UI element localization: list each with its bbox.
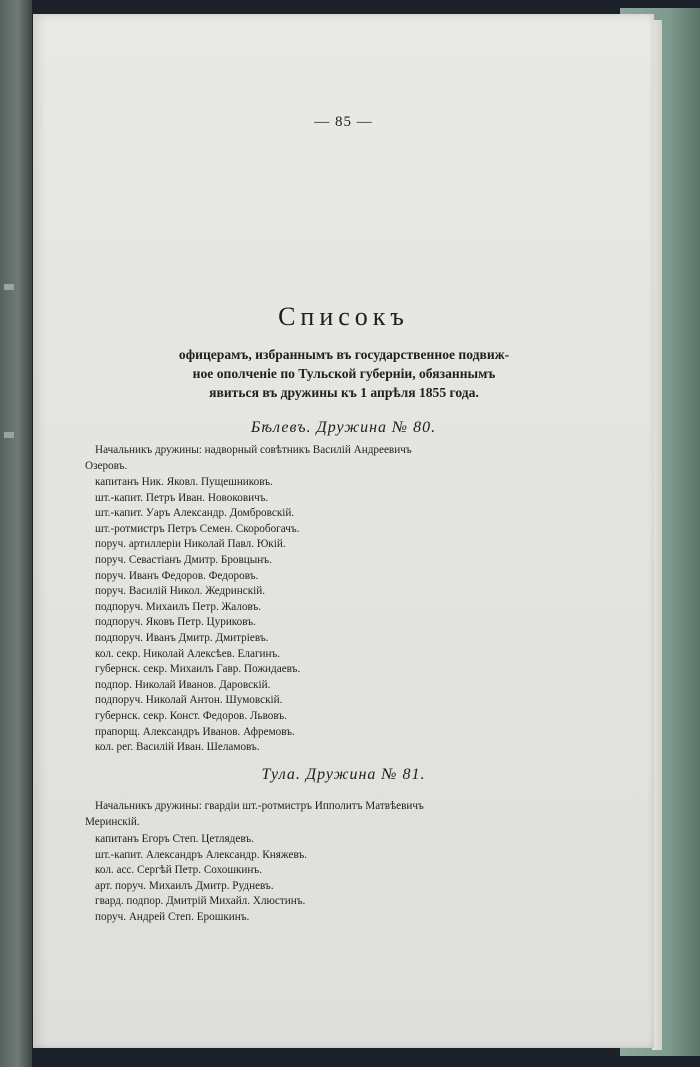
officer-entry: прапорщ. Александръ Иванов. Афремовъ.: [95, 725, 295, 738]
officer-entry: кол. секр. Николай Алексѣев. Елагинъ.: [95, 647, 281, 660]
adjacent-left-page: [0, 0, 32, 1067]
commander-line-druzhina-80: [85, 442, 565, 474]
officer-entry: губернск. секр. Конст. Федоров. Львовъ.: [95, 709, 287, 722]
officer-entry: кол. рег. Василій Иван. Шеламовъ.: [95, 741, 260, 754]
left-page-print-fragment: [4, 284, 14, 290]
page-number: — 85 —: [314, 114, 373, 130]
officer-entry: подпоруч. Михаилъ Петр. Жаловъ.: [95, 600, 262, 613]
officer-entry: поруч. артиллеріи Николай Павл. Юкій.: [95, 538, 286, 551]
officer-entry: подпор. Николай Иванов. Даровскій.: [95, 678, 271, 691]
officer-entry: поруч. Иванъ Федоров. Федоровъ.: [95, 569, 259, 582]
officer-entry: капитанъ Ник. Яковл. Пущешниковъ.: [95, 476, 273, 488]
subtitle-line: офицерамъ, избраннымъ въ государственное подвиж-: [178, 347, 510, 362]
commander-text: Начальникъ дружины: гвардіи шт.-ротмистръ Ипполитъ Матвѣевичъ: [95, 800, 424, 812]
subtitle-line: явиться въ дружины къ 1 апрѣля 1855 года.: [209, 385, 479, 400]
book-page: [33, 14, 654, 1048]
officer-list-druzhina-80: [95, 475, 565, 756]
officer-entry: подпоруч. Иванъ Дмитр. Дмитріевъ.: [95, 631, 269, 644]
officer-entry: капитанъ Егоръ Степ. Цетлядевъ.: [95, 833, 254, 845]
officer-entry: поруч. Василій Никол. Жедринскій.: [95, 585, 266, 598]
section-heading-druzhina-81: Тула. Дружина № 81.: [261, 766, 426, 783]
officer-entry: губернск. секр. Михаилъ Гавр. Пожидаевъ.: [95, 663, 301, 676]
commander-text-continued: Озеровъ.: [85, 460, 128, 472]
section-heading-druzhina-80: Бѣлевъ. Дружина № 80.: [250, 419, 437, 436]
officer-entry: арт. поруч. Михаилъ Дмитр. Рудневъ.: [95, 879, 274, 892]
officer-entry: шт.-капит. Петръ Иван. Новоковичъ.: [95, 491, 269, 504]
subtitle-line: ное ополченіе по Тульской губерніи, обязаннымъ: [192, 366, 496, 381]
officer-entry: подпоруч. Яковъ Петр. Цуриковъ.: [95, 616, 256, 629]
officer-entry: поруч. Андрей Степ. Ерошкинъ.: [95, 910, 250, 923]
officer-entry: гвард. подпор. Дмитрій Михайл. Хлюстинъ.: [95, 895, 306, 908]
officer-entry: шт.-капит. Уаръ Александр. Домбровскій.: [95, 507, 295, 520]
officer-list-druzhina-81: [95, 832, 565, 926]
officer-entry: подпоруч. Николай Антон. Шумовскій.: [95, 694, 283, 707]
commander-text-continued: Меринскій.: [85, 816, 140, 828]
commander-line-druzhina-81: [85, 798, 565, 830]
page-title: Списокъ: [278, 302, 409, 331]
officer-entry: поруч. Севастіанъ Дмитр. Бровцынъ.: [95, 553, 272, 566]
officer-entry: кол. асс. Сергѣй Петр. Сохошкинъ.: [95, 864, 262, 877]
officer-entry: шт.-ротмистръ Петръ Семен. Скоробогачъ.: [95, 522, 300, 535]
list-subtitle: [129, 345, 559, 402]
commander-text: Начальникъ дружины: надворный совѣтникъ Василій Андреевичъ: [95, 444, 412, 456]
left-page-print-fragment: [4, 432, 14, 438]
officer-entry: шт.-капит. Александръ Александр. Княжевъ.: [95, 848, 308, 861]
